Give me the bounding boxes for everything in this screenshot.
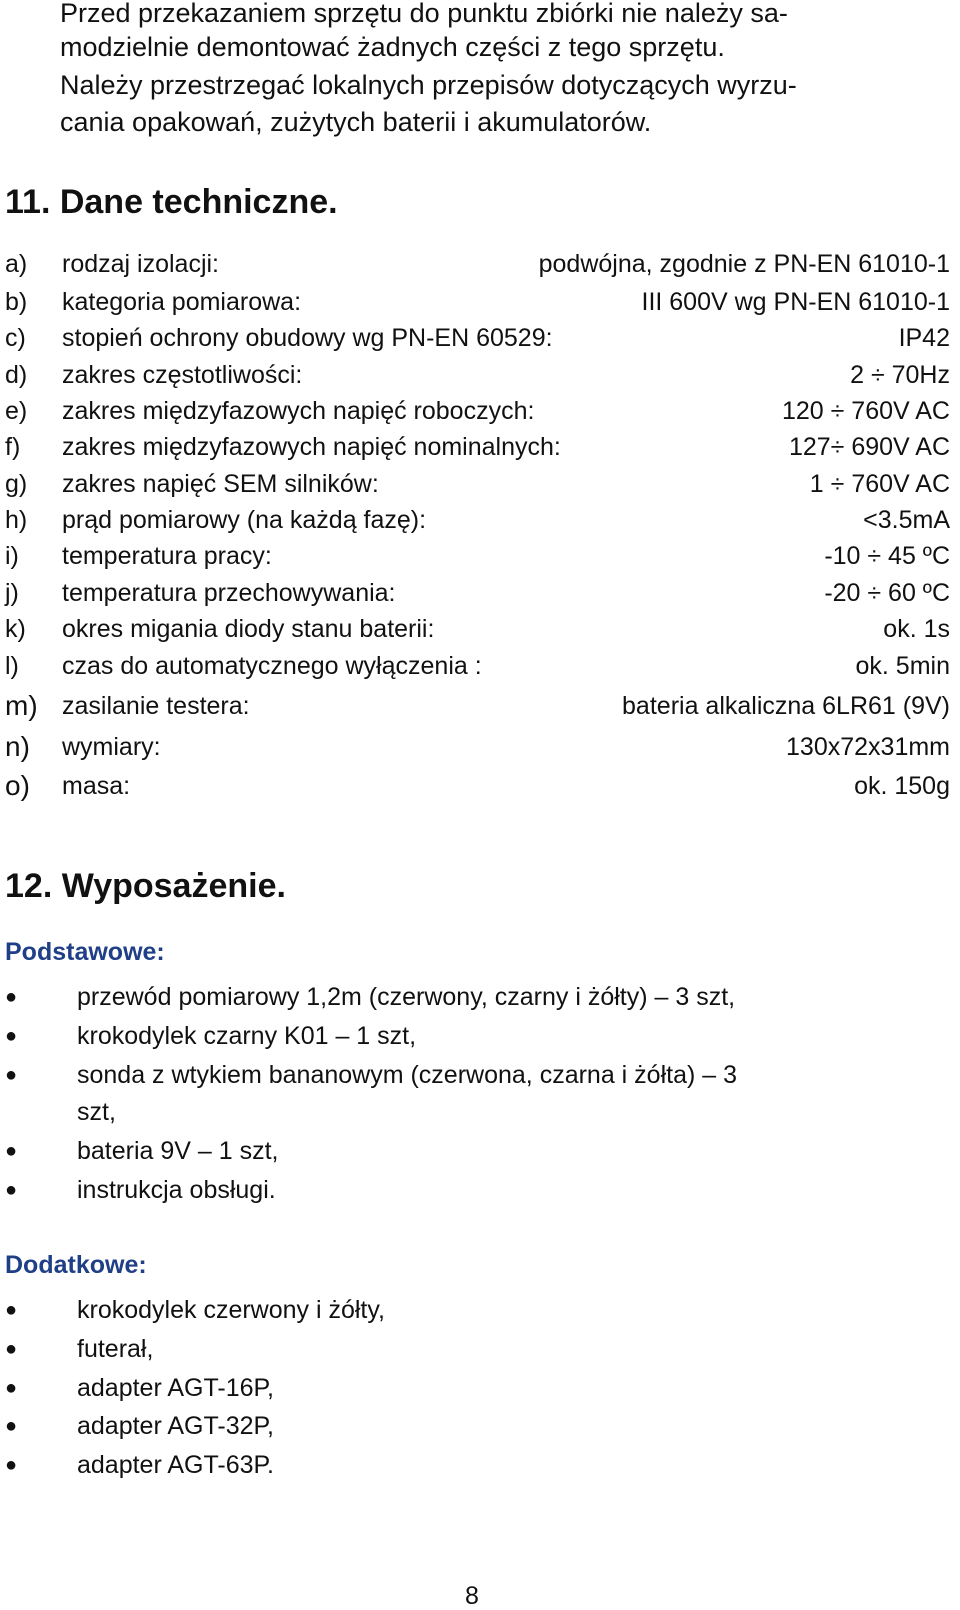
spec-value: 2 ÷ 70Hz <box>850 361 950 389</box>
spec-letter: b) <box>5 288 28 316</box>
spec-label: okres migania diody stanu baterii: <box>62 615 435 643</box>
page-number: 8 <box>465 1582 479 1610</box>
spec-label: zakres napięć SEM silników: <box>62 470 379 498</box>
list-item-text: krokodylek czerwony i żółty, <box>77 1296 385 1324</box>
spec-letter: e) <box>5 397 28 425</box>
spec-value: 127÷ 690V AC <box>788 433 950 461</box>
list-item-text: bateria 9V – 1 szt, <box>77 1137 279 1165</box>
spec-label: prąd pomiarowy (na każdą fazę): <box>62 506 427 534</box>
spec-value: 120 ÷ 760V AC <box>781 397 950 425</box>
bullet-icon: ● <box>5 1454 18 1476</box>
spec-letter: c) <box>5 324 26 352</box>
spec-label: stopień ochrony obudowy wg PN-EN 60529: <box>62 324 553 352</box>
spec-value: -10 ÷ 45 ºC <box>824 542 950 570</box>
list-item-text: futerał, <box>77 1335 154 1363</box>
spec-letter: g) <box>5 470 28 498</box>
spec-row <box>5 648 950 684</box>
spec-letter: k) <box>5 615 26 643</box>
spec-row <box>5 284 950 320</box>
spec-label: temperatura przechowywania: <box>62 579 396 607</box>
spec-letter: a) <box>5 250 28 278</box>
spec-label: rodzaj izolacji: <box>62 250 220 278</box>
spec-label: kategoria pomiarowa: <box>62 288 302 316</box>
list-item-text: adapter AGT-16P, <box>77 1374 274 1402</box>
spec-value: IP42 <box>898 324 950 352</box>
spec-label: wymiary: <box>62 733 161 761</box>
intro-line: Przed przekazaniem sprzętu do punktu zbiórki nie należy sa- <box>60 0 788 28</box>
spec-row <box>5 466 950 502</box>
spec-letter: m) <box>5 690 38 721</box>
spec-label: zasilanie testera: <box>62 692 250 720</box>
spec-letter: n) <box>5 731 30 762</box>
spec-row <box>5 320 950 356</box>
spec-label: masa: <box>62 772 131 800</box>
spec-value: <3.5mA <box>863 506 950 534</box>
spec-letter: i) <box>5 542 19 570</box>
spec-label: temperatura pracy: <box>62 542 272 570</box>
list-item-text: adapter AGT-32P, <box>77 1412 274 1440</box>
bullet-icon: ● <box>5 1299 18 1321</box>
list-item-text: krokodylek czarny K01 – 1 szt, <box>77 1022 417 1050</box>
list-item-text: szt, <box>77 1098 116 1126</box>
basic-equipment-heading: Podstawowe: <box>5 938 165 966</box>
spec-letter: d) <box>5 361 28 389</box>
spec-value: 1 ÷ 760V AC <box>809 470 950 498</box>
spec-row <box>5 393 950 429</box>
spec-value: podwójna, zgodnie z PN-EN 61010-1 <box>538 250 950 278</box>
spec-value: ok. 1s <box>883 615 950 643</box>
spec-letter: j) <box>5 579 19 607</box>
spec-value: bateria alkaliczna 6LR61 (9V) <box>622 692 950 720</box>
spec-row <box>5 538 950 574</box>
spec-value: ok. 5min <box>855 652 950 680</box>
spec-row <box>5 429 950 465</box>
section-11-heading: 11. Dane techniczne. <box>5 183 338 221</box>
extra-equipment-heading: Dodatkowe: <box>5 1251 147 1279</box>
intro-line: Należy przestrzegać lokalnych przepisów dotyczących wyrzu- <box>60 70 797 100</box>
list-item-text: sonda z wtykiem bananowym (czerwona, czarna i żółta) – 3 <box>77 1061 738 1089</box>
spec-value: III 600V wg PN-EN 61010-1 <box>641 288 950 316</box>
spec-letter: h) <box>5 506 28 534</box>
bullet-icon: ● <box>5 1338 18 1360</box>
spec-row <box>5 246 950 282</box>
intro-line: cania opakowań, zużytych baterii i akumulatorów. <box>60 107 652 137</box>
bullet-icon: ● <box>5 986 18 1008</box>
list-item-text: przewód pomiarowy 1,2m (czerwony, czarny i żółty) – 3 szt, <box>77 983 736 1011</box>
spec-value: -20 ÷ 60 ºC <box>824 579 950 607</box>
spec-row <box>5 611 950 647</box>
spec-value: 130x72x31mm <box>786 733 950 761</box>
spec-row <box>5 729 950 765</box>
spec-letter: l) <box>5 652 19 680</box>
list-item-text: adapter AGT-63P. <box>77 1451 274 1479</box>
spec-label: zakres częstotliwości: <box>62 361 303 389</box>
spec-row <box>5 768 950 804</box>
intro-line: modzielnie demontować żadnych części z tego sprzętu. <box>60 32 725 62</box>
bullet-icon: ● <box>5 1025 18 1047</box>
spec-row <box>5 688 950 724</box>
bullet-icon: ● <box>5 1140 18 1162</box>
section-12-heading: 12. Wyposażenie. <box>5 867 286 905</box>
spec-value: ok. 150g <box>854 772 950 800</box>
spec-row <box>5 357 950 393</box>
spec-row <box>5 502 950 538</box>
bullet-icon: ● <box>5 1179 18 1201</box>
bullet-icon: ● <box>5 1064 18 1086</box>
spec-label: zakres międzyfazowych napięć nominalnych: <box>62 433 561 461</box>
spec-letter: o) <box>5 770 30 801</box>
bullet-icon: ● <box>5 1415 18 1437</box>
bullet-icon: ● <box>5 1377 18 1399</box>
spec-row <box>5 575 950 611</box>
spec-label: czas do automatycznego wyłączenia : <box>62 652 482 680</box>
list-item-text: instrukcja obsługi. <box>77 1176 276 1204</box>
spec-letter: f) <box>5 433 21 461</box>
spec-label: zakres międzyfazowych napięć roboczych: <box>62 397 535 425</box>
